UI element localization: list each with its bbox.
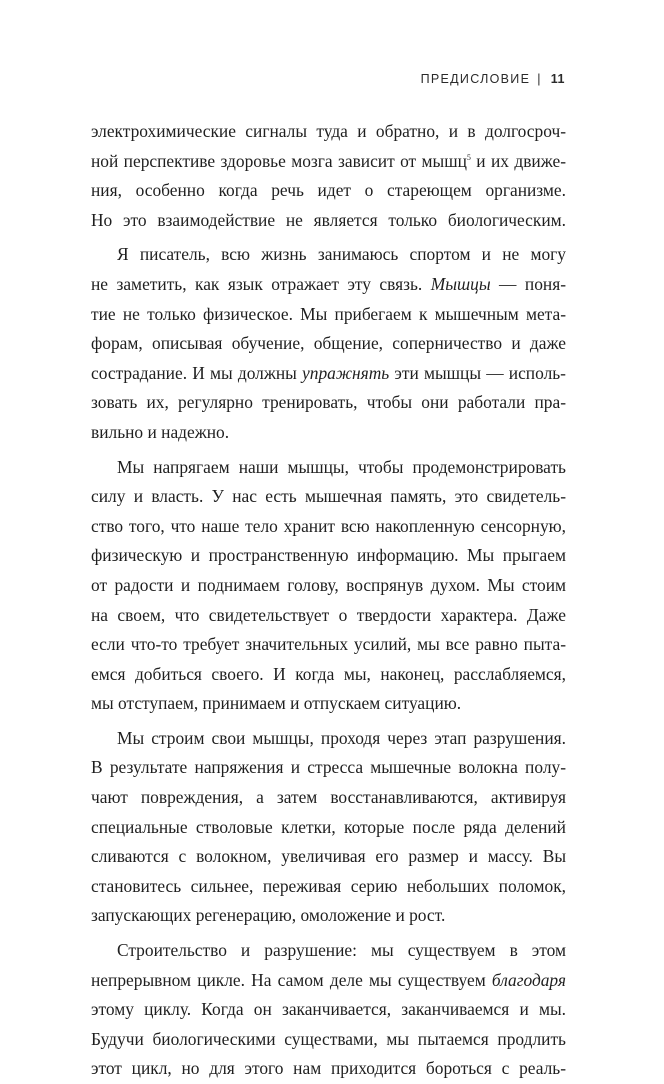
text-line: Будучи биологическими существами, мы пытаемся продлить xyxy=(91,1028,566,1049)
text-line: на своем, что свидетельствует о твердости характера. Даже xyxy=(91,604,566,625)
text-line: сострадание. И мы должны упражнять эти мышцы — исполь- xyxy=(91,362,566,383)
text-line: силу и власть. У нас есть мышечная память, это свидетель- xyxy=(91,486,566,507)
emphasis-text: благодаря xyxy=(491,969,566,990)
text-line: не заметить, как язык отражает эту связь. Мышцы — поня- xyxy=(91,273,566,294)
text-line: физическую и пространственную информацию. Мы прыгаем xyxy=(91,545,566,566)
paragraph xyxy=(91,936,566,1084)
emphasis-text: упражнять xyxy=(302,362,390,383)
body-text xyxy=(91,117,566,1084)
text-line: Но это взаимодействие не является только биологическим. xyxy=(91,209,566,230)
footnote-ref: 5 xyxy=(466,152,471,162)
text-line: сливаются с волокном, увеличивая его размер и массу. Вы xyxy=(91,846,566,867)
text-line: Строительство и разрушение: мы существуем в этом xyxy=(117,940,566,961)
page-number: 11 xyxy=(550,72,565,86)
text-line: специальные стволовые клетки, которые после ряда делений xyxy=(91,816,566,837)
text-line: ния, особенно когда речь идет о стареющем организме. xyxy=(91,180,566,201)
text-line: мы отступаем, принимаем и отпускаем ситуацию. xyxy=(91,693,462,714)
running-head xyxy=(421,72,565,86)
paragraph xyxy=(91,453,566,719)
text-line: становитесь сильнее, переживая серию небольших поломок, xyxy=(91,875,566,896)
text-line: чают повреждения, а затем восстанавливаются, активируя xyxy=(91,787,566,808)
text-line: тие не только физическое. Мы прибегаем к мышечным мета- xyxy=(91,303,566,324)
text-line: электрохимические сигналы туда и обратно, и в долгосроч- xyxy=(91,121,566,141)
text-line: Я писатель, всю жизнь занимаюсь спортом и не могу xyxy=(117,244,566,265)
text-line: емся добиться своего. И когда мы, наконец, расслабляемся, xyxy=(91,663,566,684)
header-separator: | xyxy=(537,72,542,86)
text-line: этот цикл, но для этого нам приходится бороться с реаль- xyxy=(91,1058,566,1079)
text-line: ство того, что наше тело хранит всю накопленную сенсорную, xyxy=(91,515,566,536)
text-line: если что-то требует значительных усилий, мы все равно пыта- xyxy=(91,634,566,655)
emphasis-text: Мышцы xyxy=(430,273,491,294)
text-line: форам, описывая обучение, общение, соперничество и даже xyxy=(91,333,566,354)
text-line: ной перспективе здоровье мозга зависит от мышц$^5$ и их движе- xyxy=(91,150,567,171)
paragraph xyxy=(91,240,566,447)
section-title: ПРЕДИСЛОВИЕ xyxy=(420,72,531,86)
paragraph xyxy=(91,117,566,235)
paragraph xyxy=(91,724,566,931)
text-line: Мы напрягаем наши мышцы, чтобы продемонстрировать xyxy=(117,456,566,477)
text-line: вильно и надежно. xyxy=(91,421,230,442)
text-line: запускающих регенерацию, омоложение и рост. xyxy=(91,905,446,926)
text-line: этому циклу. Когда он заканчивается, заканчиваемся и мы. xyxy=(91,999,566,1020)
text-line: зовать их, регулярно тренировать, чтобы они работали пра- xyxy=(91,392,566,413)
text-line: В результате напряжения и стресса мышечные волокна полу- xyxy=(91,757,566,778)
text-line: от радости и поднимаем голову, воспрянув духом. Мы стоим xyxy=(91,574,566,595)
text-line: непрерывном цикле. На самом деле мы существуем благодаря xyxy=(91,969,566,990)
text-line: Мы строим свои мышцы, проходя через этап разрушения. xyxy=(117,727,566,748)
